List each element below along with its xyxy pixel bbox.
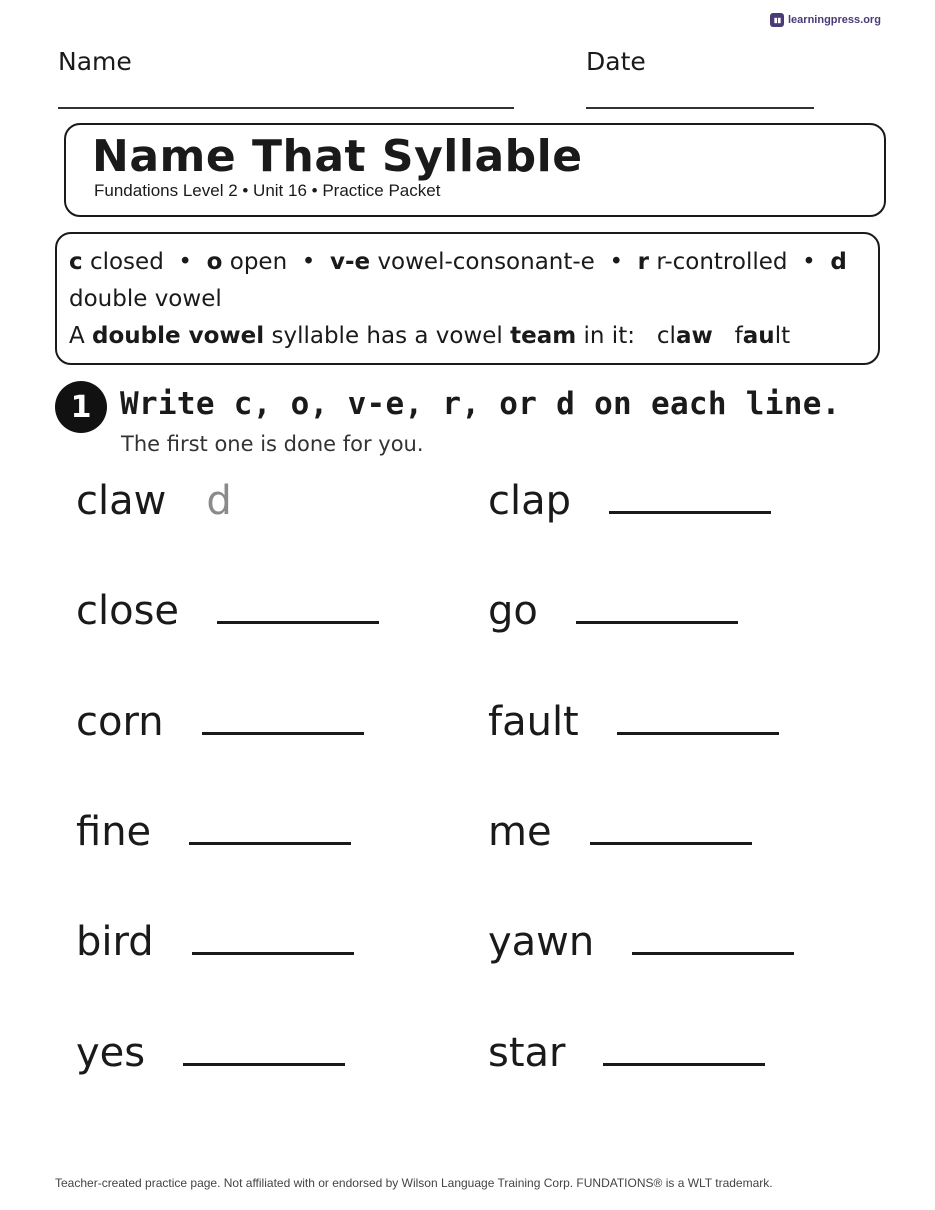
page-subtitle: Fundations Level 2 • Unit 16 • Practice Packet [94,181,441,200]
exercise-item [76,588,379,634]
exercise-item [488,1030,765,1076]
exercise-item [488,699,779,745]
legend-code-closed: c [69,249,83,275]
name-field-line[interactable] [58,107,514,109]
title-box [64,123,886,217]
date-label: Date [586,47,646,76]
name-label: Name [58,47,132,76]
page-title: Name That Syllable [92,131,583,182]
legend-separator: • [301,249,316,275]
item-word: claw [76,478,167,524]
rule-emphasis: double vowel [92,323,265,349]
exercise-number: 1 [55,381,107,433]
legend-code-double-vowel: d [830,249,847,275]
brand-logo [770,13,881,27]
rule-text: in it: [576,323,635,349]
answer-line[interactable] [603,1033,765,1066]
item-word: bird [76,919,154,965]
legend-separator: • [802,249,816,275]
double-vowel-rule [69,318,864,355]
legend-label-open: open [229,249,288,275]
item-word: yawn [488,919,595,965]
legend-separator: • [178,249,192,275]
item-answer-example: d [206,478,232,524]
item-word: me [488,809,552,855]
exercise-item [76,699,364,745]
exercise-item [488,588,738,634]
item-word: star [488,1030,566,1076]
exercise-instruction: Write c, o, v-e, r, or d on each line. [120,386,841,422]
answer-line[interactable] [590,812,752,845]
exercise-item [76,919,354,965]
syllable-type-list [69,244,864,318]
exercise-item [76,1030,345,1076]
answer-line[interactable] [192,922,354,955]
item-word: close [76,588,180,634]
answer-line[interactable] [202,702,364,735]
legend-label-double-vowel: double vowel [69,286,222,312]
exercise-item [76,809,351,855]
answer-line[interactable] [189,812,351,845]
answer-line[interactable] [576,591,738,624]
syllable-legend [55,232,880,365]
legend-code-r-controlled: r [637,249,650,275]
legend-label-vce: vowel-consonant-e [377,249,595,275]
exercise-item [76,478,232,524]
legend-label-r-controlled: r-controlled [656,249,788,275]
book-icon [770,13,784,27]
answer-line[interactable] [183,1033,345,1066]
answer-line[interactable] [609,481,771,514]
answer-line[interactable] [617,702,779,735]
logo-text: learningpress.org [788,14,881,26]
item-word: corn [76,699,164,745]
legend-label-closed: closed [89,249,164,275]
exercise-hint: The first one is done for you. [121,432,424,456]
rule-text: syllable has a vowel [264,323,511,349]
answer-line[interactable] [632,922,794,955]
date-field-line[interactable] [586,107,814,109]
footer-disclaimer: Teacher-created practice page. Not affiliated with or endorsed by Wilson Language Training Corp. FUNDATIONS® is a WLT trademark. [55,1176,773,1190]
item-word: fine [76,809,152,855]
exercise-item [488,919,794,965]
legend-code-open: o [206,249,223,275]
legend-separator: • [609,249,624,275]
item-word: yes [76,1030,146,1076]
legend-code-vce: v-e [329,249,371,275]
example-word: fault [734,323,791,349]
rule-text: A [69,323,93,349]
exercise-item [488,809,752,855]
item-word: fault [488,699,579,745]
rule-emphasis: team [510,323,577,349]
exercise-item [488,478,771,524]
example-word: claw [656,323,713,349]
item-word: clap [488,478,572,524]
item-word: go [488,588,538,634]
answer-line[interactable] [217,591,379,624]
